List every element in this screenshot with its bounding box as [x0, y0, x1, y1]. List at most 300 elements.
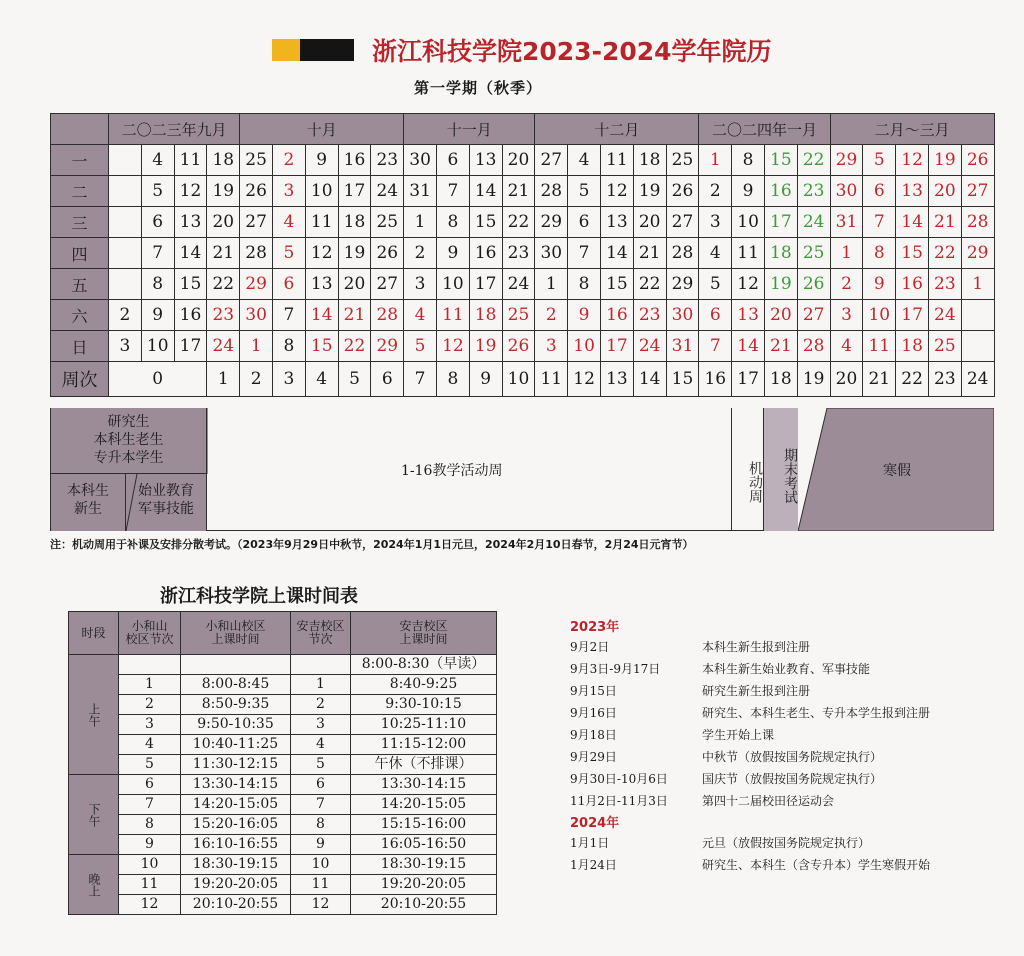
- date-cell: 16: [338, 145, 371, 176]
- date-cell: 25: [666, 145, 699, 176]
- schedule-cell: [119, 655, 181, 675]
- date-cell: 10: [863, 300, 896, 331]
- date-cell: 31: [404, 176, 437, 207]
- schedule-cell: 8:00-8:45: [181, 675, 291, 695]
- date-cell: 15: [305, 331, 338, 362]
- header-aj-slot: 安吉校区 节次: [291, 612, 351, 655]
- date-cell: 17: [174, 331, 207, 362]
- date-cell: 12: [174, 176, 207, 207]
- date-cell: 14: [174, 238, 207, 269]
- date-cell: 26: [371, 238, 404, 269]
- schedule-row: [69, 755, 497, 775]
- date-cell: 24: [371, 176, 404, 207]
- date-cell: 15: [896, 238, 929, 269]
- calendar-note: 注：机动周用于补课及安排分散考试。（2023年9月29日中秋节，2024年1月1日元旦，2024年2月10日春节，2月24日元宵节）: [50, 538, 694, 551]
- event-date: 9月16日: [570, 706, 617, 720]
- date-cell: 27: [961, 176, 994, 207]
- weekday-row: [51, 238, 995, 269]
- date-cell: 4: [404, 300, 437, 331]
- date-cell: 10: [436, 269, 469, 300]
- date-cell: [109, 269, 142, 300]
- semester-subtitle: 第一学期（秋季）: [414, 79, 543, 97]
- date-cell: 17: [600, 331, 633, 362]
- date-cell: 20: [764, 300, 797, 331]
- date-cell: 14: [732, 331, 765, 362]
- weekday-row: [51, 300, 995, 331]
- header-aj-time: 安吉校区 上课时间: [351, 612, 497, 655]
- date-cell: 13: [732, 300, 765, 331]
- date-cell: 17: [338, 176, 371, 207]
- date-cell: [109, 145, 142, 176]
- date-cell: 29: [240, 269, 273, 300]
- college-logo: [272, 35, 356, 61]
- date-cell: 23: [207, 300, 240, 331]
- week-number: 0: [109, 362, 207, 397]
- date-cell: 27: [535, 145, 568, 176]
- date-cell: 22: [207, 269, 240, 300]
- schedule-row: [69, 715, 497, 735]
- date-cell: 22: [633, 269, 666, 300]
- year-2024-heading: 2024年: [570, 816, 620, 831]
- schedule-cell: 2: [291, 695, 351, 715]
- week-number: 24: [961, 362, 994, 397]
- date-cell: 10: [732, 207, 765, 238]
- date-cell: 4: [273, 207, 306, 238]
- date-cell: 8: [141, 269, 174, 300]
- date-cell: 14: [896, 207, 929, 238]
- date-cell: 21: [764, 331, 797, 362]
- date-cell: 15: [600, 269, 633, 300]
- date-cell: 21: [928, 207, 961, 238]
- event-item: [570, 746, 990, 768]
- week-number: 13: [600, 362, 633, 397]
- weekday-row: [51, 176, 995, 207]
- academic-calendar-table: [50, 113, 995, 397]
- schedule-cell: 18:30-19:15: [351, 855, 497, 875]
- schedule-cell: 13:30-14:15: [351, 775, 497, 795]
- date-cell: 12: [436, 331, 469, 362]
- week-number: 16: [699, 362, 732, 397]
- schedule-row: [69, 875, 497, 895]
- date-cell: 15: [469, 207, 502, 238]
- event-date: 9月30日-10月6日: [570, 772, 668, 786]
- week-number: 1: [207, 362, 240, 397]
- date-cell: 26: [666, 176, 699, 207]
- schedule-cell: 午休（不排课）: [351, 755, 497, 775]
- header-period: 时段: [69, 612, 119, 655]
- date-cell: 28: [535, 176, 568, 207]
- schedule-cell: 12: [119, 895, 181, 915]
- week-number: 15: [666, 362, 699, 397]
- date-cell: 11: [174, 145, 207, 176]
- date-cell: 20: [928, 176, 961, 207]
- legend-slash: [126, 474, 137, 531]
- date-cell: [109, 176, 142, 207]
- event-item: [570, 854, 990, 876]
- schedule-row: [69, 795, 497, 815]
- events-2023: [570, 636, 990, 812]
- date-cell: 30: [830, 176, 863, 207]
- schedule-row: [69, 775, 497, 795]
- date-cell: 9: [141, 300, 174, 331]
- date-cell: 14: [600, 238, 633, 269]
- weekday-label: 四: [51, 238, 109, 269]
- date-cell: 16: [600, 300, 633, 331]
- date-cell: 5: [404, 331, 437, 362]
- schedule-row: [69, 655, 497, 675]
- date-cell: 11: [863, 331, 896, 362]
- date-cell: 26: [240, 176, 273, 207]
- schedule-cell: [291, 655, 351, 675]
- date-cell: 6: [273, 269, 306, 300]
- date-cell: 13: [896, 176, 929, 207]
- weekday-row: [51, 269, 995, 300]
- date-cell: 26: [961, 145, 994, 176]
- date-cell: 11: [732, 238, 765, 269]
- date-cell: 7: [863, 207, 896, 238]
- date-cell: 9: [863, 269, 896, 300]
- date-cell: 1: [961, 269, 994, 300]
- week-number: 17: [732, 362, 765, 397]
- date-cell: 6: [863, 176, 896, 207]
- date-cell: 3: [830, 300, 863, 331]
- calendar-legend: [50, 408, 993, 531]
- schedule-cell: 8: [119, 815, 181, 835]
- weekday-label: 一: [51, 145, 109, 176]
- date-cell: 15: [764, 145, 797, 176]
- weekday-row: [51, 331, 995, 362]
- date-cell: 5: [273, 238, 306, 269]
- date-cell: 14: [305, 300, 338, 331]
- schedule-cell: 6: [291, 775, 351, 795]
- date-cell: 19: [764, 269, 797, 300]
- date-cell: 30: [404, 145, 437, 176]
- date-cell: 12: [600, 176, 633, 207]
- date-cell: 2: [109, 300, 142, 331]
- date-cell: 2: [830, 269, 863, 300]
- date-cell: 2: [535, 300, 568, 331]
- weekday-row: [51, 145, 995, 176]
- date-cell: 7: [141, 238, 174, 269]
- date-cell: 1: [240, 331, 273, 362]
- date-cell: 29: [371, 331, 404, 362]
- date-cell: 21: [502, 176, 535, 207]
- date-cell: 8: [732, 145, 765, 176]
- weekday-label: 日: [51, 331, 109, 362]
- date-cell: 27: [240, 207, 273, 238]
- weekday-label: 三: [51, 207, 109, 238]
- date-cell: 8: [863, 238, 896, 269]
- date-cell: 30: [666, 300, 699, 331]
- month-header: 十月: [240, 114, 404, 145]
- period-cell: 上午: [69, 655, 119, 775]
- date-cell: 27: [797, 300, 830, 331]
- date-cell: 30: [240, 300, 273, 331]
- date-cell: 6: [568, 207, 601, 238]
- date-cell: 28: [240, 238, 273, 269]
- event-date: 1月1日: [570, 836, 610, 850]
- schedule-cell: 5: [291, 755, 351, 775]
- date-cell: 7: [568, 238, 601, 269]
- date-cell: 4: [830, 331, 863, 362]
- legend-winter-break: 寒假: [883, 463, 911, 479]
- schedule-row: [69, 895, 497, 915]
- date-cell: 29: [961, 238, 994, 269]
- schedule-cell: 4: [291, 735, 351, 755]
- month-header: 二〇二四年一月: [699, 114, 830, 145]
- event-date: 9月2日: [570, 640, 610, 654]
- date-cell: [109, 238, 142, 269]
- schedule-cell: 20:10-20:55: [181, 895, 291, 915]
- date-cell: 12: [732, 269, 765, 300]
- event-item: [570, 790, 990, 812]
- schedule-cell: 5: [119, 755, 181, 775]
- date-cell: 6: [141, 207, 174, 238]
- schedule-cell: 3: [119, 715, 181, 735]
- event-item: [570, 636, 990, 658]
- date-cell: 13: [174, 207, 207, 238]
- schedule-cell: 19:20-20:05: [351, 875, 497, 895]
- week-number: 3: [273, 362, 306, 397]
- schedule-cell: 7: [291, 795, 351, 815]
- schedule-cell: 12: [291, 895, 351, 915]
- date-cell: 31: [666, 331, 699, 362]
- legend-flexible-week: 机动周: [731, 408, 764, 531]
- date-cell: 26: [502, 331, 535, 362]
- schedule-cell: 20:10-20:55: [351, 895, 497, 915]
- week-number: 23: [928, 362, 961, 397]
- schedule-cell: 19:20-20:05: [181, 875, 291, 895]
- date-cell: 18: [633, 145, 666, 176]
- schedule-cell: 9:50-10:35: [181, 715, 291, 735]
- date-cell: 3: [109, 331, 142, 362]
- legend-returning-students: 研究生 本科生老生 专升本学生: [51, 408, 207, 474]
- event-text: 研究生、本科生老生、专升本学生报到注册: [702, 706, 931, 720]
- date-cell: 19: [207, 176, 240, 207]
- schedule-cell: 13:30-14:15: [181, 775, 291, 795]
- date-cell: 25: [502, 300, 535, 331]
- date-cell: 22: [338, 331, 371, 362]
- date-cell: 31: [830, 207, 863, 238]
- legend-teaching-weeks: 1-16教学活动周: [401, 463, 503, 479]
- week-number: 14: [633, 362, 666, 397]
- schedule-cell: 8:50-9:35: [181, 695, 291, 715]
- date-cell: 2: [273, 145, 306, 176]
- date-cell: 12: [896, 145, 929, 176]
- date-cell: 23: [928, 269, 961, 300]
- date-cell: 21: [338, 300, 371, 331]
- date-cell: 1: [535, 269, 568, 300]
- key-dates-list: [570, 616, 990, 876]
- schedule-title: 浙江科技学院上课时间表: [160, 586, 358, 607]
- event-date: 11月2日-11月3日: [570, 794, 668, 808]
- schedule-cell: 10:25-11:10: [351, 715, 497, 735]
- week-number: 20: [830, 362, 863, 397]
- date-cell: [961, 331, 994, 362]
- event-date: 9月3日-9月17日: [570, 662, 661, 676]
- date-cell: 22: [502, 207, 535, 238]
- event-text: 中秋节（放假按国务院规定执行）: [702, 750, 883, 764]
- event-text: 研究生新生报到注册: [702, 684, 811, 698]
- week-number: 8: [436, 362, 469, 397]
- date-cell: 22: [928, 238, 961, 269]
- date-cell: 24: [502, 269, 535, 300]
- date-cell: 3: [699, 207, 732, 238]
- weekday-label: 二: [51, 176, 109, 207]
- schedule-cell: 16:05-16:50: [351, 835, 497, 855]
- schedule-cell: 3: [291, 715, 351, 735]
- date-cell: 28: [371, 300, 404, 331]
- date-cell: 17: [469, 269, 502, 300]
- schedule-row: [69, 675, 497, 695]
- schedule-cell: 11: [119, 875, 181, 895]
- week-number: 2: [240, 362, 273, 397]
- legend-shapes: [51, 408, 994, 531]
- date-cell: 24: [928, 300, 961, 331]
- date-cell: 29: [535, 207, 568, 238]
- date-cell: 7: [273, 300, 306, 331]
- class-schedule-table: [68, 611, 497, 915]
- month-header: 十二月: [535, 114, 699, 145]
- date-cell: 9: [436, 238, 469, 269]
- header-xhs-slot: 小和山 校区节次: [119, 612, 181, 655]
- date-cell: 5: [141, 176, 174, 207]
- date-cell: 18: [764, 238, 797, 269]
- date-cell: 25: [928, 331, 961, 362]
- date-cell: 13: [600, 207, 633, 238]
- corner-cell: [51, 114, 109, 145]
- date-cell: 7: [699, 331, 732, 362]
- event-item: [570, 680, 990, 702]
- date-cell: 19: [469, 331, 502, 362]
- schedule-header-row: [69, 612, 497, 655]
- date-cell: 4: [699, 238, 732, 269]
- date-cell: 18: [896, 331, 929, 362]
- week-number: 9: [469, 362, 502, 397]
- schedule-cell: 14:20-15:05: [181, 795, 291, 815]
- date-cell: 9: [732, 176, 765, 207]
- schedule-cell: 7: [119, 795, 181, 815]
- week-label: 周次: [51, 362, 109, 397]
- schedule-cell: 10:40-11:25: [181, 735, 291, 755]
- event-item: [570, 832, 990, 854]
- event-text: 第四十二届校田径运动会: [702, 794, 835, 808]
- period-cell: 下午: [69, 775, 119, 855]
- year-2023-heading: 2023年: [570, 620, 620, 635]
- schedule-row: [69, 815, 497, 835]
- date-cell: 10: [141, 331, 174, 362]
- schedule-cell: 8:00-8:30（早读）: [351, 655, 497, 675]
- date-cell: 16: [174, 300, 207, 331]
- date-cell: 20: [502, 145, 535, 176]
- schedule-cell: 8:40-9:25: [351, 675, 497, 695]
- schedule-cell: 11:30-12:15: [181, 755, 291, 775]
- event-date: 1月24日: [570, 858, 617, 872]
- month-header: 十一月: [404, 114, 535, 145]
- schedule-cell: 10: [119, 855, 181, 875]
- date-cell: 18: [207, 145, 240, 176]
- weekday-label: 五: [51, 269, 109, 300]
- date-cell: 15: [174, 269, 207, 300]
- event-text: 元旦（放假按国务院规定执行）: [702, 836, 871, 850]
- date-cell: 13: [469, 145, 502, 176]
- schedule-cell: 18:30-19:15: [181, 855, 291, 875]
- schedule-row: [69, 735, 497, 755]
- event-item: [570, 658, 990, 680]
- date-cell: 30: [535, 238, 568, 269]
- week-number-row: [51, 362, 995, 397]
- date-cell: 9: [305, 145, 338, 176]
- date-cell: 3: [535, 331, 568, 362]
- event-text: 国庆节（放假按国务院规定执行）: [702, 772, 883, 786]
- period-cell: 晚上: [69, 855, 119, 915]
- date-cell: 25: [797, 238, 830, 269]
- date-cell: 13: [305, 269, 338, 300]
- schedule-cell: 11: [291, 875, 351, 895]
- week-number: 18: [764, 362, 797, 397]
- event-text: 学生开始上课: [702, 728, 775, 742]
- event-date: 9月29日: [570, 750, 617, 764]
- date-cell: 5: [699, 269, 732, 300]
- events-2024: [570, 832, 990, 876]
- event-item: [570, 768, 990, 790]
- week-number: 10: [502, 362, 535, 397]
- date-cell: 1: [699, 145, 732, 176]
- event-text: 研究生、本科生（含专升本）学生寒假开始: [702, 858, 931, 872]
- date-cell: 23: [371, 145, 404, 176]
- schedule-cell: 1: [119, 675, 181, 695]
- date-cell: 21: [633, 238, 666, 269]
- date-cell: 10: [305, 176, 338, 207]
- weekday-row: [51, 207, 995, 238]
- schedule-cell: 2: [119, 695, 181, 715]
- date-cell: 11: [305, 207, 338, 238]
- date-cell: 2: [404, 238, 437, 269]
- legend-new-students: 本科生 新生: [51, 474, 126, 531]
- date-cell: 24: [207, 331, 240, 362]
- date-cell: 24: [633, 331, 666, 362]
- date-cell: 1: [830, 238, 863, 269]
- date-cell: [961, 300, 994, 331]
- date-cell: 23: [633, 300, 666, 331]
- date-cell: 17: [764, 207, 797, 238]
- date-cell: 8: [568, 269, 601, 300]
- date-cell: 16: [764, 176, 797, 207]
- date-cell: 25: [240, 145, 273, 176]
- legend-final-exam: 期末考试: [764, 408, 798, 531]
- schedule-cell: 11:15-12:00: [351, 735, 497, 755]
- date-cell: 16: [469, 238, 502, 269]
- date-cell: 6: [699, 300, 732, 331]
- schedule-cell: 14:20-15:05: [351, 795, 497, 815]
- date-cell: 1: [404, 207, 437, 238]
- date-cell: 4: [568, 145, 601, 176]
- schedule-row: [69, 855, 497, 875]
- date-cell: [109, 207, 142, 238]
- date-cell: 10: [568, 331, 601, 362]
- date-cell: 18: [469, 300, 502, 331]
- week-number: 21: [863, 362, 896, 397]
- week-number: 4: [305, 362, 338, 397]
- date-cell: 23: [502, 238, 535, 269]
- weekday-label: 六: [51, 300, 109, 331]
- date-cell: 12: [305, 238, 338, 269]
- date-cell: 6: [436, 145, 469, 176]
- week-number: 5: [338, 362, 371, 397]
- date-cell: 26: [797, 269, 830, 300]
- date-cell: 3: [404, 269, 437, 300]
- schedule-cell: 9: [291, 835, 351, 855]
